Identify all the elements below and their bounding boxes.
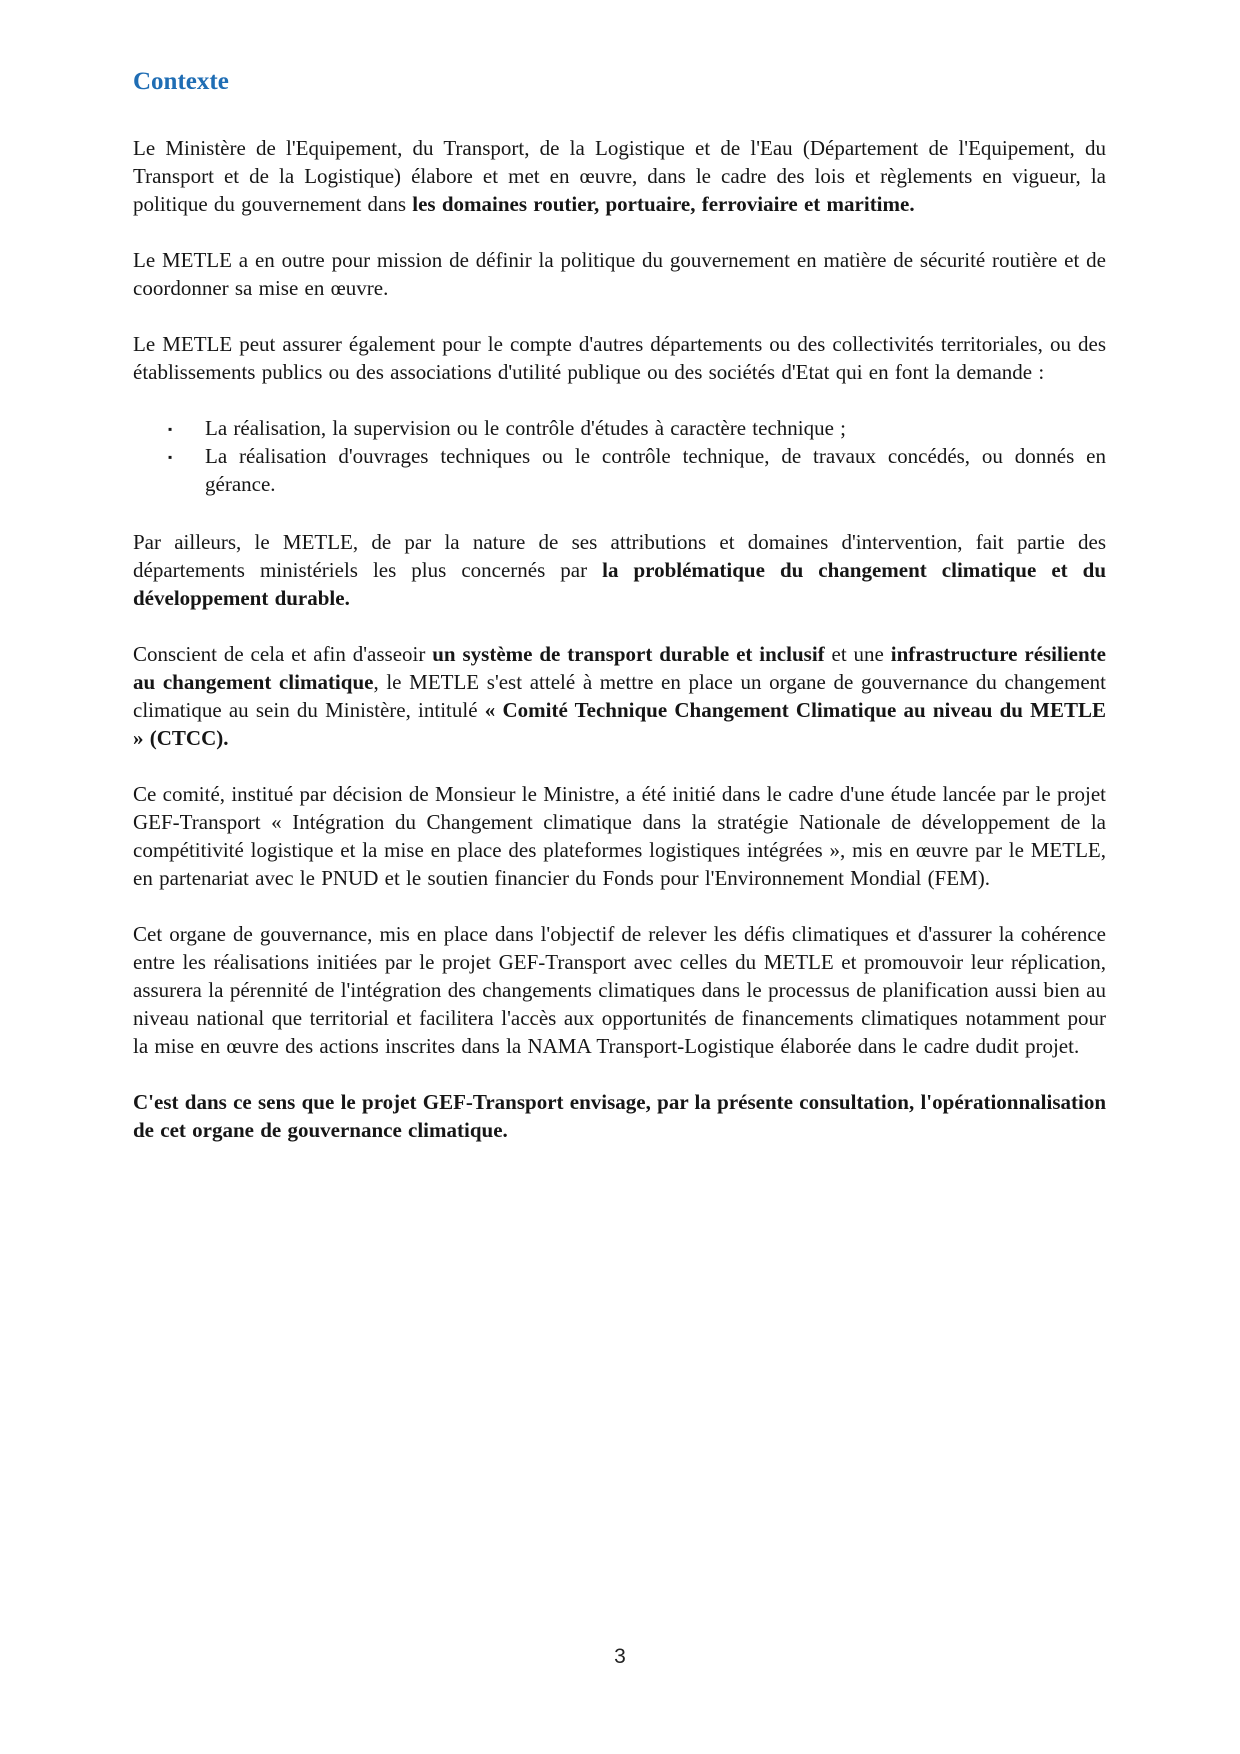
document-content xyxy=(133,66,1106,1172)
square-bullet-icon: ▪ xyxy=(168,450,173,464)
paragraph xyxy=(133,330,1106,386)
bold-text-run: « Comité Technique Changement Climatique au niveau du METLE » (CTCC). xyxy=(133,698,1106,750)
paragraph xyxy=(133,780,1106,892)
text-run: et une xyxy=(824,642,891,666)
text-run: , le METLE s'est attelé à mettre en place un organe de gouvernance du changement climatique au sein du Ministère, intitulé xyxy=(133,670,1106,722)
text-run: Cet organe de gouvernance, mis en place dans l'objectif de relever les défis climatiques et d'assurer la cohérence entre les réalisations initiées par le projet GEF-Transport avec celles du METLE et promouvoir leur réplication, assurera la pérennité de l'intégration des changements climatiques dans le processus de planification aussi bien au niveau national que territorial et facilitera l'accès aux opportunités de financements climatiques notamment pour la mise en œuvre des actions inscrites dans la NAMA Transport-Logistique élaborée dans le cadre dudit projet. xyxy=(133,922,1106,1058)
page-number: 3 xyxy=(614,1645,626,1668)
square-bullet-icon: ▪ xyxy=(168,422,173,436)
text-run: Le METLE peut assurer également pour le compte d'autres départements ou des collectivités territoriales, ou des établissements publics ou des associations d'utilité publique ou des sociétés d'Etat qui en font la demande : xyxy=(133,332,1106,384)
text-run: Par ailleurs, le METLE, de par la nature de ses attributions et domaines d'intervention, fait partie des départements ministériels les plus concernés par xyxy=(133,530,1106,582)
text-run: Le METLE a en outre pour mission de définir la politique du gouvernement en matière de sécurité routière et de coordonner sa mise en œuvre. xyxy=(133,248,1106,300)
paragraph xyxy=(133,134,1106,218)
bold-text-run: les domaines routier, portuaire, ferroviaire et maritime. xyxy=(412,192,915,216)
bold-text-run: infrastructure résiliente au changement climatique xyxy=(133,642,1107,694)
bullet-text: La réalisation d'ouvrages techniques ou le contrôle technique, de travaux concédés, ou donnés en gérance. xyxy=(205,444,1106,496)
bullet-item xyxy=(168,442,1106,498)
text-run: Conscient de cela et afin d'asseoir xyxy=(133,642,433,666)
paragraph xyxy=(133,1088,1106,1144)
document-body xyxy=(133,134,1106,1144)
page-title: Contexte xyxy=(133,68,229,95)
bold-text-run: C'est dans ce sens que le projet GEF-Transport envisage, par la présente consultation, l'opérationnalisation de cet organe de gouvernance climatique. xyxy=(133,1090,1106,1142)
bullet-item xyxy=(168,414,1106,442)
paragraph xyxy=(133,246,1106,302)
text-run: Ce comité, institué par décision de Monsieur le Ministre, a été initié dans le cadre d'une étude lancée par le projet GEF-Transport « Intégration du Changement climatique dans la stratégie Nationale de développement de la compétitivité logistique et la mise en place des plateformes logistiques intégrées », mis en œuvre par le METLE, en partenariat avec le PNUD et le soutien financier du Fonds pour l'Environnement Mondial (FEM). xyxy=(133,782,1106,890)
bullet-list xyxy=(133,414,1106,498)
bold-text-run: la problématique du changement climatique et du développement durable. xyxy=(133,558,1106,610)
bullet-text: La réalisation, la supervision ou le contrôle d'études à caractère technique ; xyxy=(205,416,847,440)
paragraph xyxy=(133,528,1106,612)
text-run: Le Ministère de l'Equipement, du Transport, de la Logistique et de l'Eau (Département de l'Equipement, du Transport et de la Logistique) élabore et met en œuvre, dans le cadre des lois et règlements en vigueur, la politique du gouvernement dans xyxy=(133,136,1106,216)
bold-text-run: un système de transport durable et inclusif xyxy=(432,642,825,666)
paragraph xyxy=(133,920,1106,1060)
paragraph xyxy=(133,640,1106,752)
